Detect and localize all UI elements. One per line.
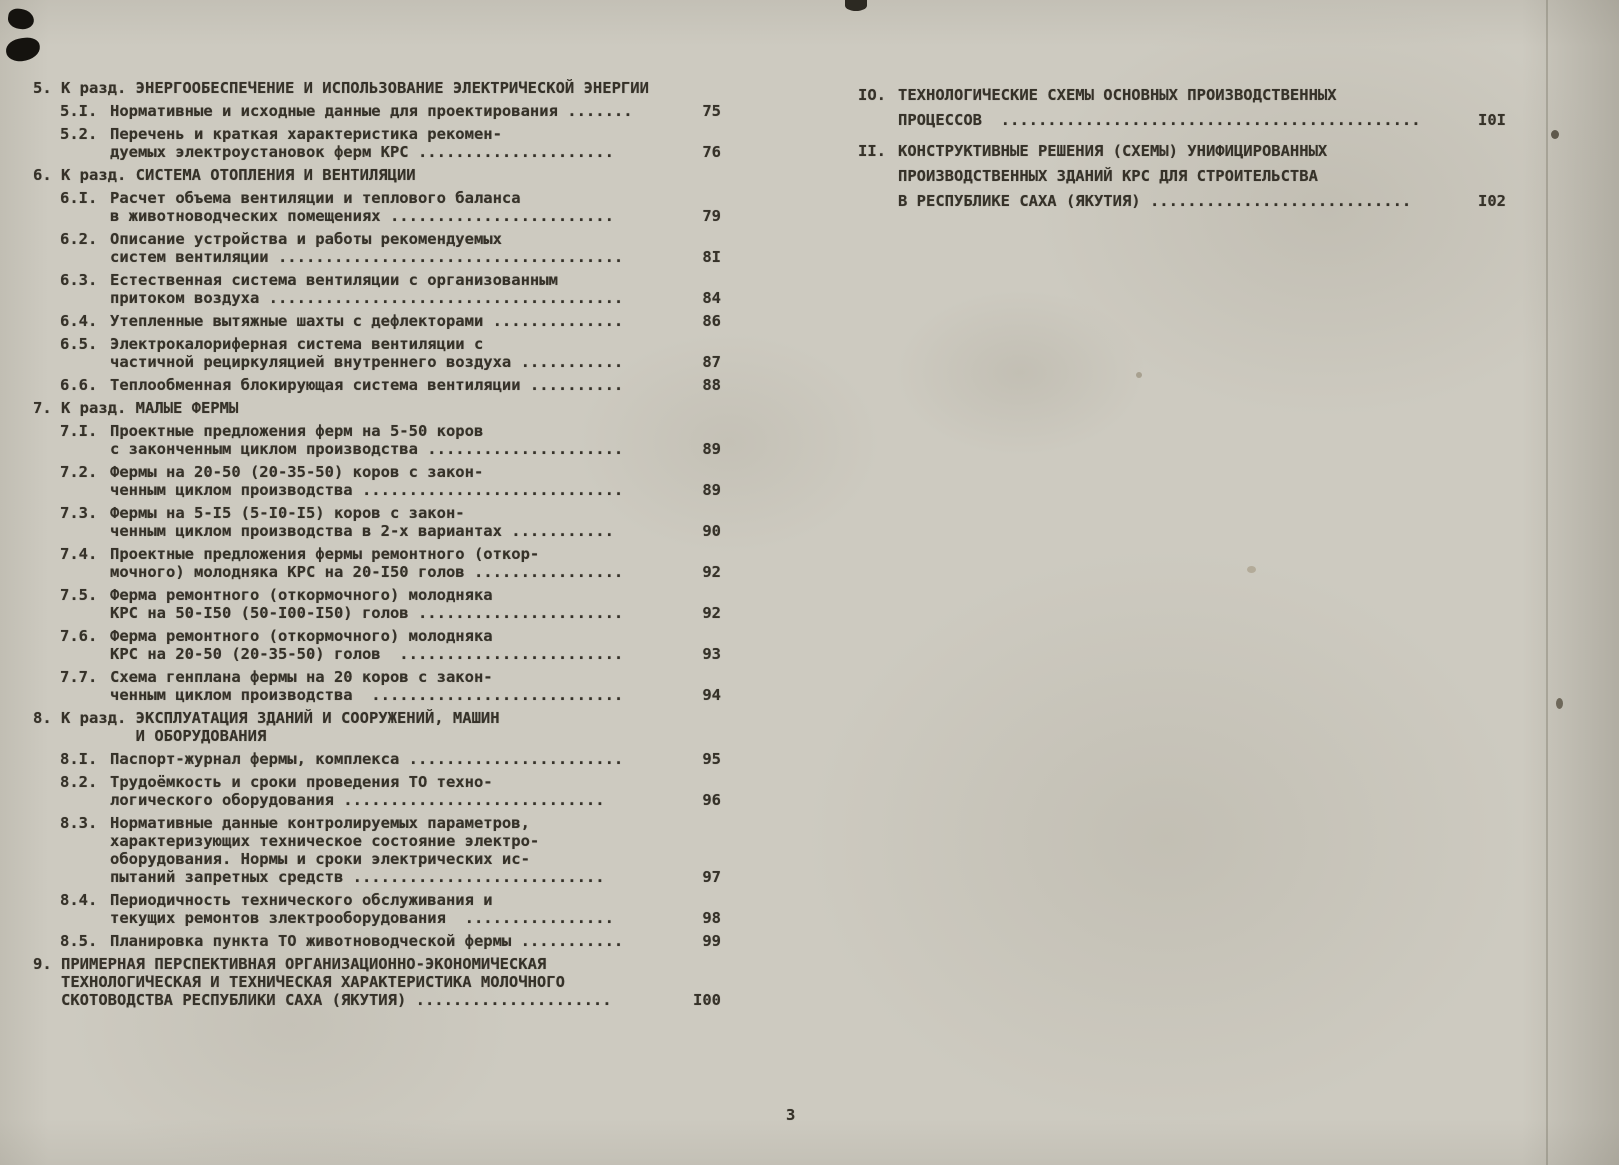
toc-entry-title: ТЕХНОЛОГИЧЕСКИЕ СХЕМЫ ОСНОВНЫХ ПРОИЗВОДСТВЕННЫХ ПРОЦЕССОВ ............................................. bbox=[898, 86, 1421, 129]
toc-entry-number: 8.5. bbox=[60, 932, 98, 950]
toc-section-entry bbox=[33, 955, 721, 1009]
toc-entry-page: 89 bbox=[702, 481, 721, 499]
toc-entry-title: Описание устройства и работы рекомендуемых систем вентиляции ..................................... bbox=[110, 230, 624, 266]
toc-section-entry bbox=[858, 83, 1506, 133]
toc-entry-title: Нормативные данные контролируемых параметров, характеризующих техническое состояние электро- оборудования. Нормы и сроки электрических ис- пытаний запретных средств ........................... bbox=[110, 814, 605, 886]
toc-entry-page: 75 bbox=[702, 102, 721, 120]
toc-entry-title: Схема генплана фермы на 20 коров с закон- ченным циклом производства ........................... bbox=[110, 668, 624, 704]
toc-section-entry bbox=[33, 79, 721, 97]
toc-entry-title: Естественная система вентиляции с организованным притоком воздуха ...................................... bbox=[110, 271, 624, 307]
toc-entry-number: 6.I. bbox=[60, 189, 98, 207]
toc-entry-title: Паспорт-журнал фермы, комплекса ....................... bbox=[110, 750, 624, 768]
toc-entry-title: Расчет объема вентиляции и теплового баланса в животноводческих помещениях ........................ bbox=[110, 189, 614, 225]
toc-entry-page: 97 bbox=[702, 868, 721, 886]
toc-column-left bbox=[33, 76, 721, 1014]
toc-entry-page: 96 bbox=[702, 791, 721, 809]
toc-entry-number: 6.3. bbox=[60, 271, 98, 289]
toc-entry-number: 7.2. bbox=[60, 463, 98, 481]
toc-entry-number: 8. bbox=[33, 709, 52, 727]
toc-entry-title: Фермы на 5-I5 (5-I0-I5) коров с закон- ченным циклом производства в 2-х вариантах ........... bbox=[110, 504, 614, 540]
toc-entry-title: КОНСТРУКТИВНЫЕ РЕШЕНИЯ (СХЕМЫ) УНИФИЦИРОВАННЫХ ПРОИЗВОДСТВЕННЫХ ЗДАНИЙ КРС ДЛЯ СТРОИТЕЛЬСТВА В РЕСПУБЛИКЕ САХА (ЯКУТИЯ) ............................ bbox=[898, 142, 1412, 210]
toc-section-entry bbox=[33, 166, 721, 184]
toc-entry bbox=[33, 627, 721, 663]
toc-entry-number: 6.5. bbox=[60, 335, 98, 353]
toc-entry-title: Утепленные вытяжные шахты с дефлекторами .............. bbox=[110, 312, 624, 330]
toc-entry-page: 92 bbox=[702, 604, 721, 622]
toc-entry-number: 5.I. bbox=[60, 102, 98, 120]
scan-artifact-speck bbox=[1136, 372, 1142, 378]
toc-entry bbox=[33, 189, 721, 225]
toc-entry bbox=[33, 125, 721, 161]
toc-entry bbox=[33, 376, 721, 394]
toc-entry-title: Нормативные и исходные данные для проектирования ....... bbox=[110, 102, 633, 120]
toc-entry-title: К разд. СИСТЕМА ОТОПЛЕНИЯ И ВЕНТИЛЯЦИИ bbox=[61, 166, 416, 184]
toc-entry-number: 8.2. bbox=[60, 773, 98, 791]
toc-entry-number: 7.3. bbox=[60, 504, 98, 522]
toc-entry bbox=[33, 750, 721, 768]
toc-entry-title: К разд. МАЛЫЕ ФЕРМЫ bbox=[61, 399, 239, 417]
toc-entry bbox=[33, 545, 721, 581]
toc-entry-page: 99 bbox=[702, 932, 721, 950]
toc-column-right bbox=[858, 80, 1506, 220]
toc-entry-page: 8I bbox=[702, 248, 721, 266]
toc-entry-number: 7.5. bbox=[60, 586, 98, 604]
scan-artifact-speck bbox=[1247, 566, 1256, 573]
toc-entry bbox=[33, 932, 721, 950]
toc-entry-number: 7.4. bbox=[60, 545, 98, 563]
toc-entry bbox=[33, 773, 721, 809]
toc-entry-page: 87 bbox=[702, 353, 721, 371]
toc-entry-number: 8.I. bbox=[60, 750, 98, 768]
page-number: 3 bbox=[786, 1106, 796, 1124]
toc-entry bbox=[33, 668, 721, 704]
toc-entry-title: Проектные предложения фермы ремонтного (откор- мочного) молодняка КРС на 20-I50 голов ................ bbox=[110, 545, 624, 581]
toc-section-entry bbox=[33, 709, 721, 745]
scan-artifact-ink-blob bbox=[5, 36, 41, 62]
toc-entry-title: ПРИМЕРНАЯ ПЕРСПЕКТИВНАЯ ОРГАНИЗАЦИОННО-ЭКОНОМИЧЕСКАЯ ТЕХНОЛОГИЧЕСКАЯ И ТЕХНИЧЕСКАЯ ХАРАКТЕРИСТИКА МОЛОЧНОГО СКОТОВОДСТВА РЕСПУБЛИКИ САХА (ЯКУТИЯ) ..................... bbox=[61, 955, 612, 1009]
toc-entry-page: I0I bbox=[1478, 111, 1506, 129]
toc-entry-title: Теплообменная блокирующая система вентиляции .......... bbox=[110, 376, 624, 394]
toc-entry-title: Фермы на 20-50 (20-35-50) коров с закон- ченным циклом производства ............................ bbox=[110, 463, 624, 499]
toc-entry bbox=[33, 422, 721, 458]
scan-artifact-top-mark bbox=[845, 0, 867, 11]
toc-entry-number: 7.I. bbox=[60, 422, 98, 440]
toc-entry-title: Ферма ремонтного (откормочного) молодняка КРС на 50-I50 (50-I00-I50) голов ...................... bbox=[110, 586, 624, 622]
toc-entry-page: 89 bbox=[702, 440, 721, 458]
toc-entry-number: 5. bbox=[33, 79, 52, 97]
toc-entry-number: 5.2. bbox=[60, 125, 98, 143]
toc-entry-number: IO. bbox=[858, 86, 886, 104]
toc-entry-number: 6.6. bbox=[60, 376, 98, 394]
toc-entry bbox=[33, 586, 721, 622]
scan-artifact-fold-line bbox=[1546, 0, 1548, 1165]
toc-entry-page: 93 bbox=[702, 645, 721, 663]
toc-entry bbox=[33, 891, 721, 927]
toc-entry-page: 95 bbox=[702, 750, 721, 768]
toc-entry bbox=[33, 230, 721, 266]
toc-entry bbox=[33, 312, 721, 330]
toc-entry-title: Периодичность технического обслуживания и текущих ремонтов злектрооборудования ................ bbox=[110, 891, 614, 927]
toc-entry-page: 92 bbox=[702, 563, 721, 581]
toc-entry-title: Электрокалориферная система вентиляции с частичной рециркуляцией внутреннего воздуха ........... bbox=[110, 335, 624, 371]
toc-entry-number: 7.6. bbox=[60, 627, 98, 645]
toc-entry-page: 84 bbox=[702, 289, 721, 307]
scan-artifact-speck bbox=[1551, 130, 1559, 139]
toc-entry-page: I00 bbox=[693, 991, 721, 1009]
toc-entry-page: 98 bbox=[702, 909, 721, 927]
toc-entry-title: К разд. ЭКСПЛУАТАЦИЯ ЗДАНИЙ И СООРУЖЕНИЙ, МАШИН И ОБОРУДОВАНИЯ bbox=[61, 709, 500, 745]
toc-entry-title: Проектные предложения ферм на 5-50 коров с законченным циклом производства ..................... bbox=[110, 422, 624, 458]
toc-entry bbox=[33, 271, 721, 307]
toc-entry bbox=[33, 335, 721, 371]
toc-entry-page: 76 bbox=[702, 143, 721, 161]
toc-entry-title: Перечень и краткая характеристика рекомен- дуемых электроустановок ферм КРС ..................... bbox=[110, 125, 614, 161]
toc-entry bbox=[33, 102, 721, 120]
toc-entry-page: 86 bbox=[702, 312, 721, 330]
toc-entry-number: 6.4. bbox=[60, 312, 98, 330]
toc-entry-number: 6.2. bbox=[60, 230, 98, 248]
toc-entry-number: II. bbox=[858, 142, 886, 160]
toc-section-entry bbox=[33, 399, 721, 417]
toc-entry bbox=[33, 504, 721, 540]
toc-entry-page: 94 bbox=[702, 686, 721, 704]
toc-entry-title: Трудоёмкость и сроки проведения ТО техно- логического оборудования ............................ bbox=[110, 773, 605, 809]
toc-entry-title: К разд. ЭНЕРГООБЕСПЕЧЕНИЕ И ИСПОЛЬЗОВАНИЕ ЭЛЕКТРИЧЕСКОЙ ЭНЕРГИИ bbox=[61, 79, 649, 97]
toc-entry-number: 8.4. bbox=[60, 891, 98, 909]
toc-entry-page: I02 bbox=[1478, 192, 1506, 210]
toc-entry-number: 6. bbox=[33, 166, 52, 184]
toc-entry bbox=[33, 814, 721, 886]
toc-entry-page: 88 bbox=[702, 376, 721, 394]
toc-entry-number: 7.7. bbox=[60, 668, 98, 686]
scan-artifact-ink-blob bbox=[7, 7, 36, 30]
toc-entry-title: Планировка пункта ТО животноводческой фермы ........... bbox=[110, 932, 624, 950]
toc-entry-title: Ферма ремонтного (откормочного) молодняка КРС на 20-50 (20-35-50) голов ........................ bbox=[110, 627, 624, 663]
toc-entry-number: 9. bbox=[33, 955, 52, 973]
toc-entry-page: 90 bbox=[702, 522, 721, 540]
toc-entry-number: 8.3. bbox=[60, 814, 98, 832]
toc-entry bbox=[33, 463, 721, 499]
toc-entry-page: 79 bbox=[702, 207, 721, 225]
toc-section-entry bbox=[858, 139, 1506, 214]
scan-artifact-speck bbox=[1556, 698, 1563, 709]
toc-entry-number: 7. bbox=[33, 399, 52, 417]
